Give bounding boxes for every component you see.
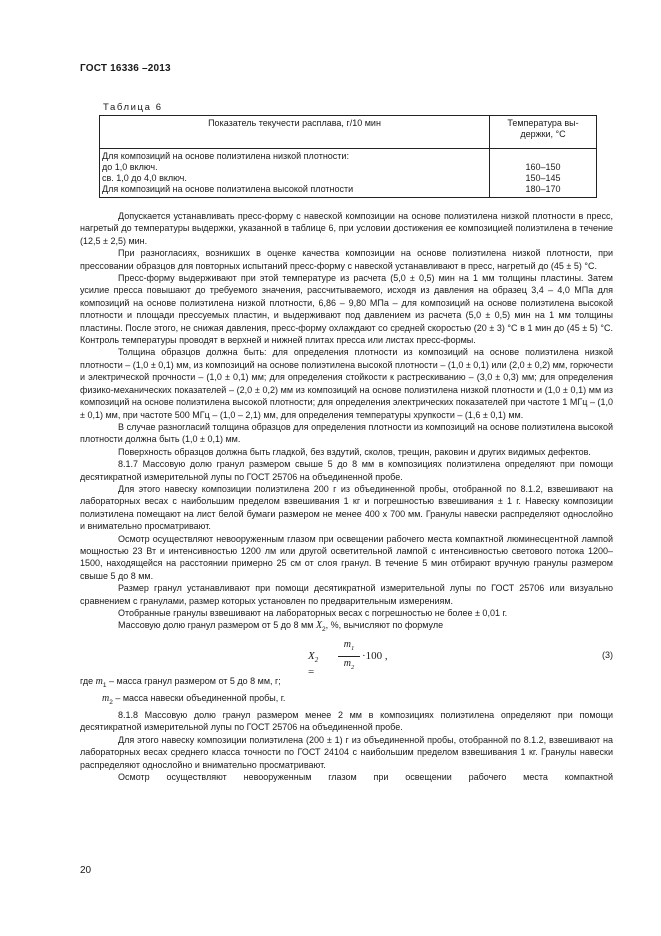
legend-var: m — [95, 675, 103, 687]
legend-prefix: где — [80, 675, 96, 686]
legend-var: m — [102, 692, 110, 704]
table-cell — [492, 151, 594, 162]
page-number: 20 — [80, 865, 92, 876]
formula-lhs-var: X — [308, 649, 315, 662]
formula-fraction — [338, 639, 360, 675]
formula-num-var: m — [343, 638, 351, 650]
paragraph: Для этого навеску композиции полиэтилена (200 ± 1) г из объединенной пробы, отобранной по 8.1.2, взвешивают на лабораторных весах среднего класса точности по ГОСТ 24104 с наибольшим пределом взвешивания 1 кг. Гранулы навески распределяют однослойно и внимательно просматривают. — [80, 734, 613, 770]
formula-tail: ·100 , — [362, 649, 388, 662]
paragraph: Поверхность образцов должна быть гладкой, без вздутий, сколов, трещин, раковин и других видимых дефектов. — [118, 446, 591, 457]
table-cell: 180–170 — [525, 184, 561, 194]
paragraph: Пресс-форму выдерживают при этой температуре из расчета (5,0 ± 0,5) мин на 1 мм толщины пластины. Затем усилие пресса повышают до требуемого значения, рассчитываемого, исходя из давления на образец 3,4 – 4,0 МПа для композиций на основе полиэтилена низкой плотности, 6,86 – 9,80 МПа – для композиций на основе полиэтилена высокой плотности и площади прессуемых пластин, и выдерживают под давлением из расчета (5,0 ± 0,5) мин на 1 мм толщины пластины. После этого, не снижая давления, пресс-форму охлаждают со средней скоростью (20 ± 3) °С в 1 мин до (45 ± 5) °С. Контроль температуры проводят в верхней и нижней плитах пресса или листах пресс-формы. — [80, 273, 613, 346]
formula-3 — [80, 637, 613, 679]
document-header: ГОСТ 16336 –2013 — [80, 63, 171, 74]
table-cell: Для композиций на основе полиэтилена низкой плотности: — [102, 151, 349, 161]
paragraph: Отобранные гранулы взвешивают на лабораторных весах с погрешностью не более ± 0,01 г. — [118, 608, 508, 618]
formula-legend — [80, 675, 613, 709]
table-cell: 150–145 — [525, 173, 561, 183]
table-header-temperature-line2: держки, °С — [520, 129, 566, 139]
paragraph: Осмотр осуществляют невооруженным глазом при освещении рабочего места компактной люминесцентной лампой мощностью 23 Вт и интенсивностью 1200 лм или другой осветительной лампой с интенсивностью светового потока 1200–1500, находящейся на расстоянии примерно 25 см от слоя гранул. В течение 5 мин отбирают вручную гранулы размером свыше 5 до 8 мм. — [80, 533, 613, 581]
formula-numerator — [338, 639, 360, 655]
formula-number: (3) — [602, 649, 613, 660]
formula-intro-var: X — [315, 620, 323, 632]
table-col-temperature — [490, 149, 597, 198]
legend-line — [80, 675, 613, 692]
paragraph: При разногласиях, возникших в оценке качества композиции на основе полиэтилена низкой плотности, при прессовании образцов для повторных испытаний пресс-форму с навеской устанавливают в пресс, нагретый до (45 ± 5) °С. — [80, 248, 613, 271]
legend-line — [80, 692, 613, 709]
formula-den-sub: 2 — [350, 664, 355, 672]
paragraph: В случае разногласий толщина образцов для определения плотности из композиций на основе полиэтилена высокой плотности должна быть (1,0 ± 0,1) мм. — [80, 421, 613, 445]
table-header-row — [100, 116, 597, 149]
table-body-row — [100, 149, 597, 198]
formula-intro — [80, 619, 613, 636]
formula-intro-text-after: , %, вычисляют по формуле — [325, 620, 444, 631]
paragraph-8-1-8: 8.1.8 Массовую долю гранул размером менее 2 мм в композициях полиэтилена определяют при помощи десятикратной измерительной лупы по ГОСТ 25706 на объединенной пробе. — [80, 710, 613, 733]
formula-den-var: m — [343, 658, 351, 670]
paragraph: Толщина образцов должна быть: для определения плотности из композиций на основе полиэтилена низкой плотности – (1,0 ± 0,1) мм, из композиций на основе полиэтилена высокой плотности – (1,0 ± 0,1) или (2,0 ± 0,2) мм, горючести и электрической прочности – (1,0 ± 0,1) мм; для определения стойкости к растрескиванию – (3,0 ± 0,3) мм; для определения физико-механических показателей – (2,0 ± 0,2) мм из композиций на основе полиэтилена низкой плотности и (1,0 ± 0,1) мм из композиций на основе полиэтилена высокой плотности; для определения электрических показателей при частоте 1 МГц – (1,0 ± 0,1) мм, при частоте 500 МГц – (1,0 – 2,1) мм, для определения температуры хрупкости – (1,6 ± 0,1) мм. — [80, 347, 613, 420]
table-cell: 160–150 — [525, 162, 561, 172]
paragraph: Размер гранул устанавливают при помощи десятикратной измерительной лупы по ГОСТ 25706 или визуально сравнением с гранулами, размер которых установлен по предварительным измерениям. — [80, 583, 613, 606]
table-6 — [99, 115, 597, 198]
formula-num-sub: 1 — [350, 644, 355, 652]
formula-denominator — [338, 658, 360, 674]
body-text — [80, 210, 613, 783]
formula-lhs-sub: 2 — [314, 655, 319, 664]
formula-lhs — [308, 650, 318, 679]
table-header-melt-flow: Показатель текучести расплава, г/10 мин — [100, 116, 490, 149]
table-cell: Для композиций на основе полиэтилена высокой плотности — [102, 184, 354, 194]
paragraph: Для этого навеску композиции полиэтилена 200 г из объединенной пробы, отобранной по 8.1.2, взвешивают на лабораторных весах с наибольшим пределом взвешивания 1 кг и погрешностью взвешивания ± 1 г. Навеску композиции полиэтилена помещают на лист белой бумаги размером не менее 400 х 700 мм. Гранулы навески распределяют однослойно и внимательно просматривают. — [80, 483, 613, 532]
legend-text: – масса навески объединенной пробы, г. — [112, 692, 286, 703]
legend-sub: 1 — [102, 681, 107, 689]
table-header-temperature — [490, 116, 597, 149]
table-caption: Таблица 6 — [103, 102, 163, 113]
fraction-bar — [338, 656, 360, 657]
paragraph: Допускается устанавливать пресс-форму с навеской композиции на основе полиэтилена низкой плотности в пресс, нагретый до температуры выдержки, указанной в таблице 6, при условии достижения ее композицией полиэтилена в течение (12,5 ± 2,5) мин. — [80, 211, 613, 246]
paragraph: Осмотр осуществляют невооруженным глазом при освещении рабочего места компактной — [118, 772, 613, 783]
formula-equals: = — [308, 666, 315, 679]
table-cell: до 1,0 включ. — [102, 162, 158, 172]
table-cell: св. 1,0 до 4,0 включ. — [102, 173, 187, 183]
legend-text: – масса гранул размером от 5 до 8 мм, г; — [106, 675, 281, 686]
formula-intro-sub: 2 — [322, 626, 326, 634]
paragraph-8-1-7: 8.1.7 Массовую долю гранул размером свыше 5 до 8 мм в композициях полиэтилена определяют при помощи десятикратной измерительной лупы по ГОСТ 25706 на объединенной пробе. — [80, 459, 613, 482]
table-col-melt-flow — [100, 149, 490, 198]
legend-sub: 2 — [109, 698, 113, 706]
formula-intro-text: Массовую долю гранул размером от 5 до 8 мм — [118, 620, 316, 631]
table-header-temperature-line1: Температура вы- — [507, 118, 579, 128]
